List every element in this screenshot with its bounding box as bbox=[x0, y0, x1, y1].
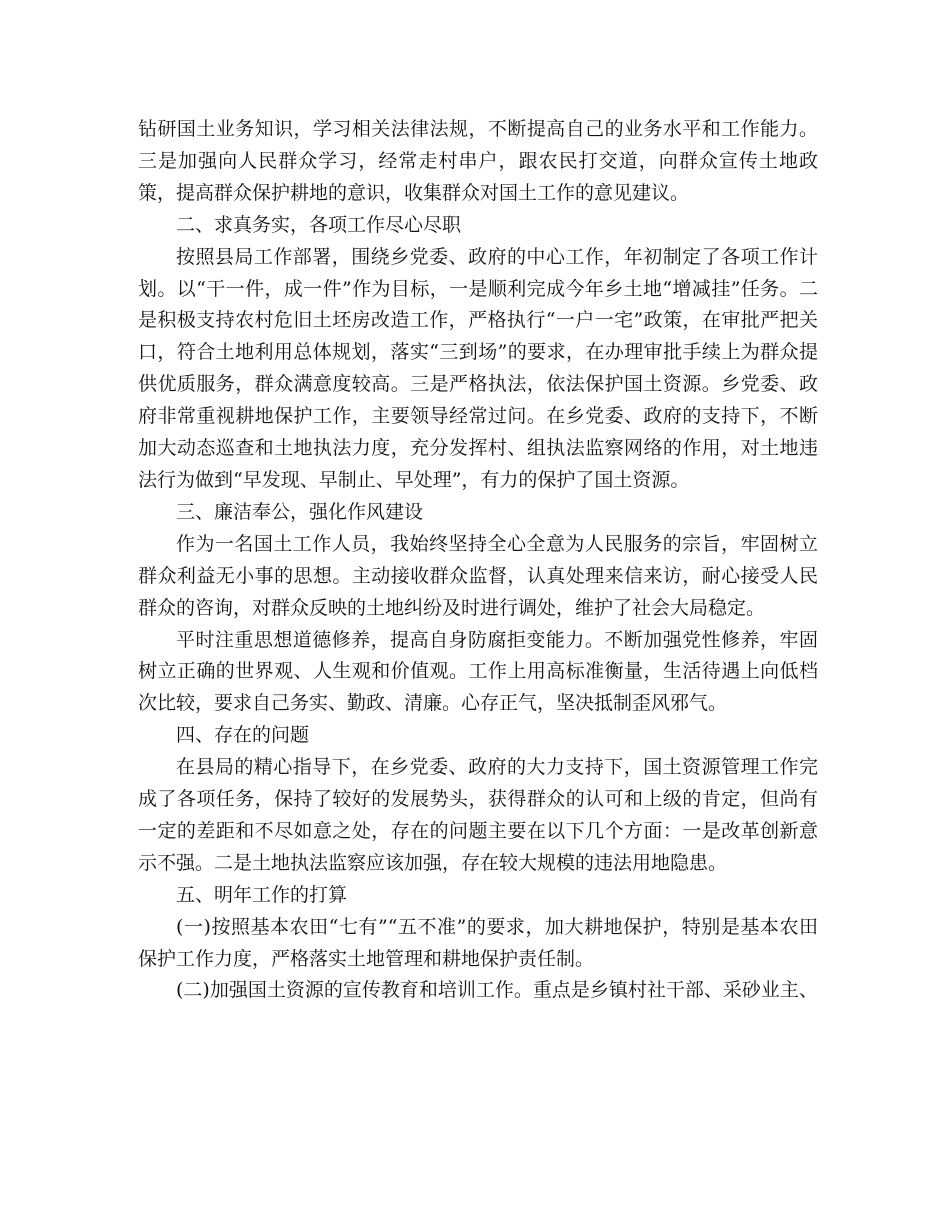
body-paragraph: 钻研国土业务知识，学习相关法律法规，不断提高自己的业务水平和工作能力。三是加强向人民群众学习，经常走村串户，跟农民打交道，向群众宣传土地政策，提高群众保护耕地的意识，收集群众对国土工作的意见建议。 bbox=[138, 118, 818, 204]
section-heading: 四、存在的问题 bbox=[176, 724, 310, 747]
body-paragraph: (二)加强国土资源的宣传教育和培训工作。重点是乡镇村社干部、采砂业主、 bbox=[176, 979, 818, 1002]
body-paragraph: 按照县局工作部署，围绕乡党委、政府的中心工作，年初制定了各项工作计划。以“干一件，成一件”作为目标，一是顺利完成今年乡土地“增减挂”任务。二是积极支持农村危旧土坯房改造工作，严格执行“一户一宅”政策，在审批严把关口，符合土地利用总体规划，落实“三到场”的要求，在办理审批手续上为群众提供优质服务，群众满意度较高。三是严格执法，依法保护国土资源。乡党委、政府非常重视耕地保护工作，主要领导经常过问。在乡党委、政府的支持下，不断加大动态巡查和土地执法力度，充分发挥村、组执法监察网络的作用，对土地违法行为做到“早发现、早制止、早处理”，有力的保护了国土资源。 bbox=[138, 245, 818, 491]
body-paragraph: 作为一名国土工作人员，我始终坚持全心全意为人民服务的宗旨，牢固树立群众利益无小事的思想。主动接收群众监督，认真处理来信来访，耐心接受人民群众的咨询，对群众反映的土地纠纷及时进行调处，维护了社会大局稳定。 bbox=[138, 532, 818, 619]
document-body bbox=[138, 114, 818, 1007]
section-heading: 五、明年工作的打算 bbox=[176, 883, 348, 906]
section-heading: 二、求真务实，各项工作尽心尽职 bbox=[176, 213, 462, 236]
body-paragraph: (一)按照基本农田“七有”“五不准”的要求，加大耕地保护，特别是基本农田保护工作力度，严格落实土地管理和耕地保护责任制。 bbox=[138, 915, 818, 970]
section-heading: 三、廉洁奉公，强化作风建设 bbox=[176, 500, 424, 523]
body-paragraph: 平时注重思想道德修养，提高自身防腐拒变能力。不断加强党性修养，牢固树立正确的世界观、人生观和价值观。工作上用高标准衡量，生活待遇上向低档次比较，要求自己务实、勤政、清廉。心存正气，坚决抵制歪风邪气。 bbox=[138, 628, 818, 715]
body-paragraph: 在县局的精心指导下，在乡党委、政府的大力支持下，国土资源管理工作完成了各项任务，保持了较好的发展势头，获得群众的认可和上级的肯定，但尚有一定的差距和不尽如意之处，存在的问题主要在以下几个方面：一是改革创新意示不强。二是土地执法监察应该加强，存在较大规模的违法用地隐患。 bbox=[138, 756, 818, 874]
